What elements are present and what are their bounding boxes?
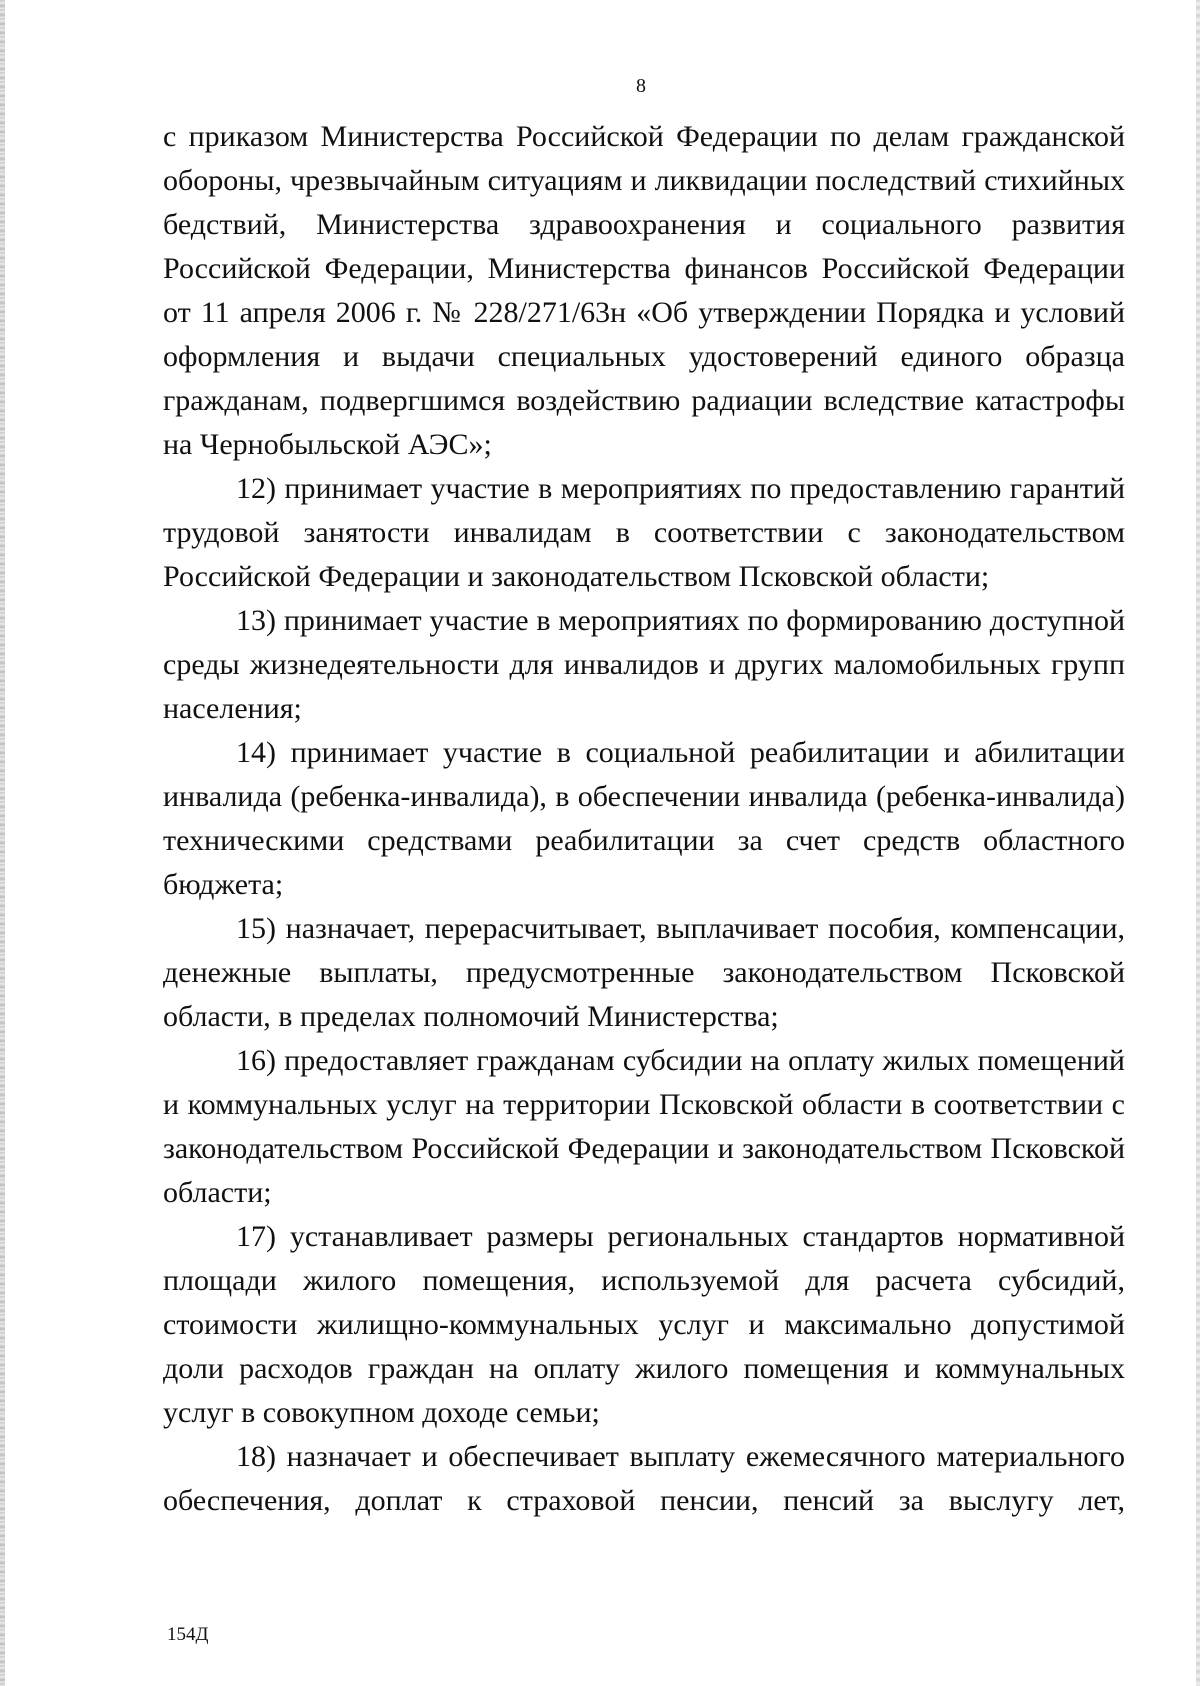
paragraph-item-13: 13) принимает участие в мероприятиях по формированию доступной среды жизнедеятельности для инвалидов и других маломобильных групп населения;	[163, 604, 1125, 725]
page-number: 8	[636, 75, 646, 97]
paragraph-item-16: 16) предоставляет гражданам субсидии на оплату жилых помещений и коммунальных услуг на территории Псковской области в соответствии с законодательством Российской Федерации и законодательством Псковской области;	[163, 1044, 1125, 1209]
paragraph-item-15: 15) назначает, перерасчитывает, выплачивает пособия, компенсации, денежные выплаты, предусмотренные законодательством Псковской области, в пределах полномочий Министерства;	[163, 912, 1125, 1033]
paragraph-item-17: 17) устанавливает размеры региональных стандартов нормативной площади жилого помещения, используемой для расчета субсидий, стоимости жилищно-коммунальных услуг и максимально допустимой доли расходов граждан на оплату жилого помещения и коммунальных услуг в совокупном доходе семьи;	[163, 1220, 1125, 1429]
document-body	[163, 115, 1125, 1523]
paragraph-item-18: 18) назначает и обеспечивает выплату ежемесячного материального обеспечения, доплат к страховой пенсии, пенсий за выслугу лет,	[163, 1440, 1125, 1517]
paragraph-item-12: 12) принимает участие в мероприятиях по предоставлению гарантий трудовой занятости инвалидам в соответствии с законодательством Российской Федерации и законодательством Псковской области;	[163, 472, 1125, 593]
paragraph-continuation: с приказом Министерства Российской Федерации по делам гражданской обороны, чрезвычайным ситуациям и ликвидации последствий стихийных бедствий, Министерства здравоохранения и социального развития Российской Федерации, Министерства финансов Российской Федерации от 11 апреля 2006 г. № 228/271/63н «Об утверждении Порядка и условий оформления и выдачи специальных удостоверений единого образца гражданам, подвергшимся воздействию радиации вследствие катастрофы на Чернобыльской АЭС»;	[163, 120, 1125, 461]
scan-edge-right	[1196, 0, 1200, 1686]
document-code: 154Д	[167, 1624, 209, 1645]
scan-edge-left	[0, 0, 5, 1686]
paragraph-item-14: 14) принимает участие в социальной реабилитации и абилитации инвалида (ребенка-инвалида), в обеспечении инвалида (ребенка-инвалида) техническими средствами реабилитации за счет средств областного бюджета;	[163, 736, 1125, 901]
